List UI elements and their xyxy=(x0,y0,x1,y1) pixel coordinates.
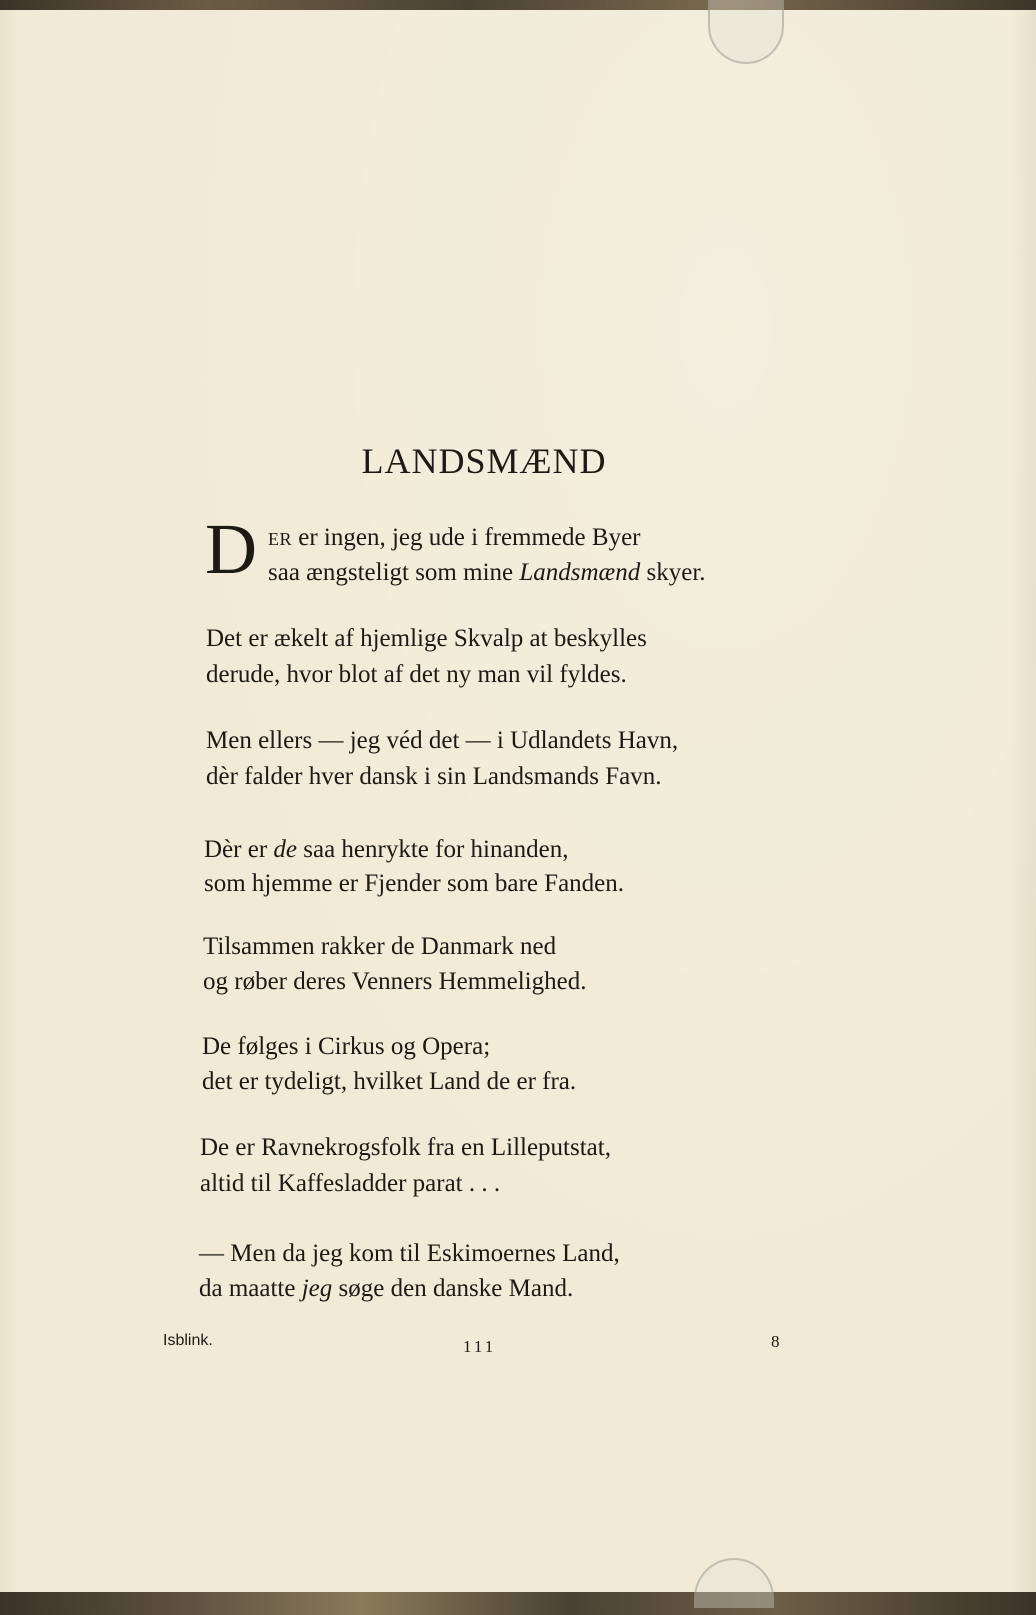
poem-line-5: Men ellers — jeg véd det — i Udlandets Havn, xyxy=(206,727,679,754)
drop-cap: D xyxy=(205,509,257,589)
poem-line-2 xyxy=(268,558,706,588)
poem-line-3: Det er ækelt af hjemlige Skvalp at beskylles xyxy=(206,625,647,652)
poem-line-7-prefix: Dèr er xyxy=(204,836,274,863)
poem-line-2-suffix: skyer. xyxy=(640,559,706,586)
poem-line-13: De er Ravnekrogsfolk fra en Lilleputstat, xyxy=(200,1134,611,1161)
poem-line-1-text: er ingen, jeg ude i fremmede Byer xyxy=(292,524,641,551)
poem-line-7-italic: de xyxy=(273,836,298,863)
poem-line-16 xyxy=(199,1274,573,1304)
poem-line-9: Tilsammen rakker de Danmark ned xyxy=(203,933,557,960)
poem-line-15: — Men da jeg kom til Eskimoernes Land, xyxy=(199,1240,620,1267)
poem-line-2-prefix: saa ængsteligt som mine xyxy=(268,559,520,586)
poem-line-14: altid til Kaffesladder parat . . . xyxy=(200,1170,501,1197)
poem-line-6: dèr falder hver dansk i sin Landsmands Favn. xyxy=(206,763,662,790)
bottom-page-edge xyxy=(0,1592,1036,1615)
page-number: 111 xyxy=(463,1337,497,1356)
poem-line-11: De følges i Cirkus og Opera; xyxy=(202,1033,491,1060)
book-page xyxy=(0,10,1036,1594)
poem-line-7 xyxy=(204,835,568,865)
poem-line-7-suffix: saa henrykte for hinanden, xyxy=(297,836,569,863)
poem-line-4: derude, hvor blot af det ny man vil fyldes. xyxy=(206,661,627,688)
first-word-smallcaps: ER xyxy=(268,529,293,549)
poem-line-12: det er tydeligt, hvilket Land de er fra. xyxy=(202,1068,577,1095)
poem-title: LANDSMÆND xyxy=(361,441,607,481)
poem-line-8: som hjemme er Fjender som bare Fanden. xyxy=(204,870,625,897)
footer-book-title: Isblink. xyxy=(163,1332,213,1349)
poem-line-1 xyxy=(268,523,641,554)
signature-mark: 8 xyxy=(771,1332,780,1351)
poem-line-10: og røber deres Venners Hemmelighed. xyxy=(203,968,587,995)
poem-line-2-italic: Landsmænd xyxy=(519,559,641,586)
poem-line-16-suffix: søge den danske Mand. xyxy=(332,1275,574,1302)
poem-line-16-italic: jeg xyxy=(301,1275,333,1302)
poem-line-16-prefix: da maatte xyxy=(199,1275,302,1302)
